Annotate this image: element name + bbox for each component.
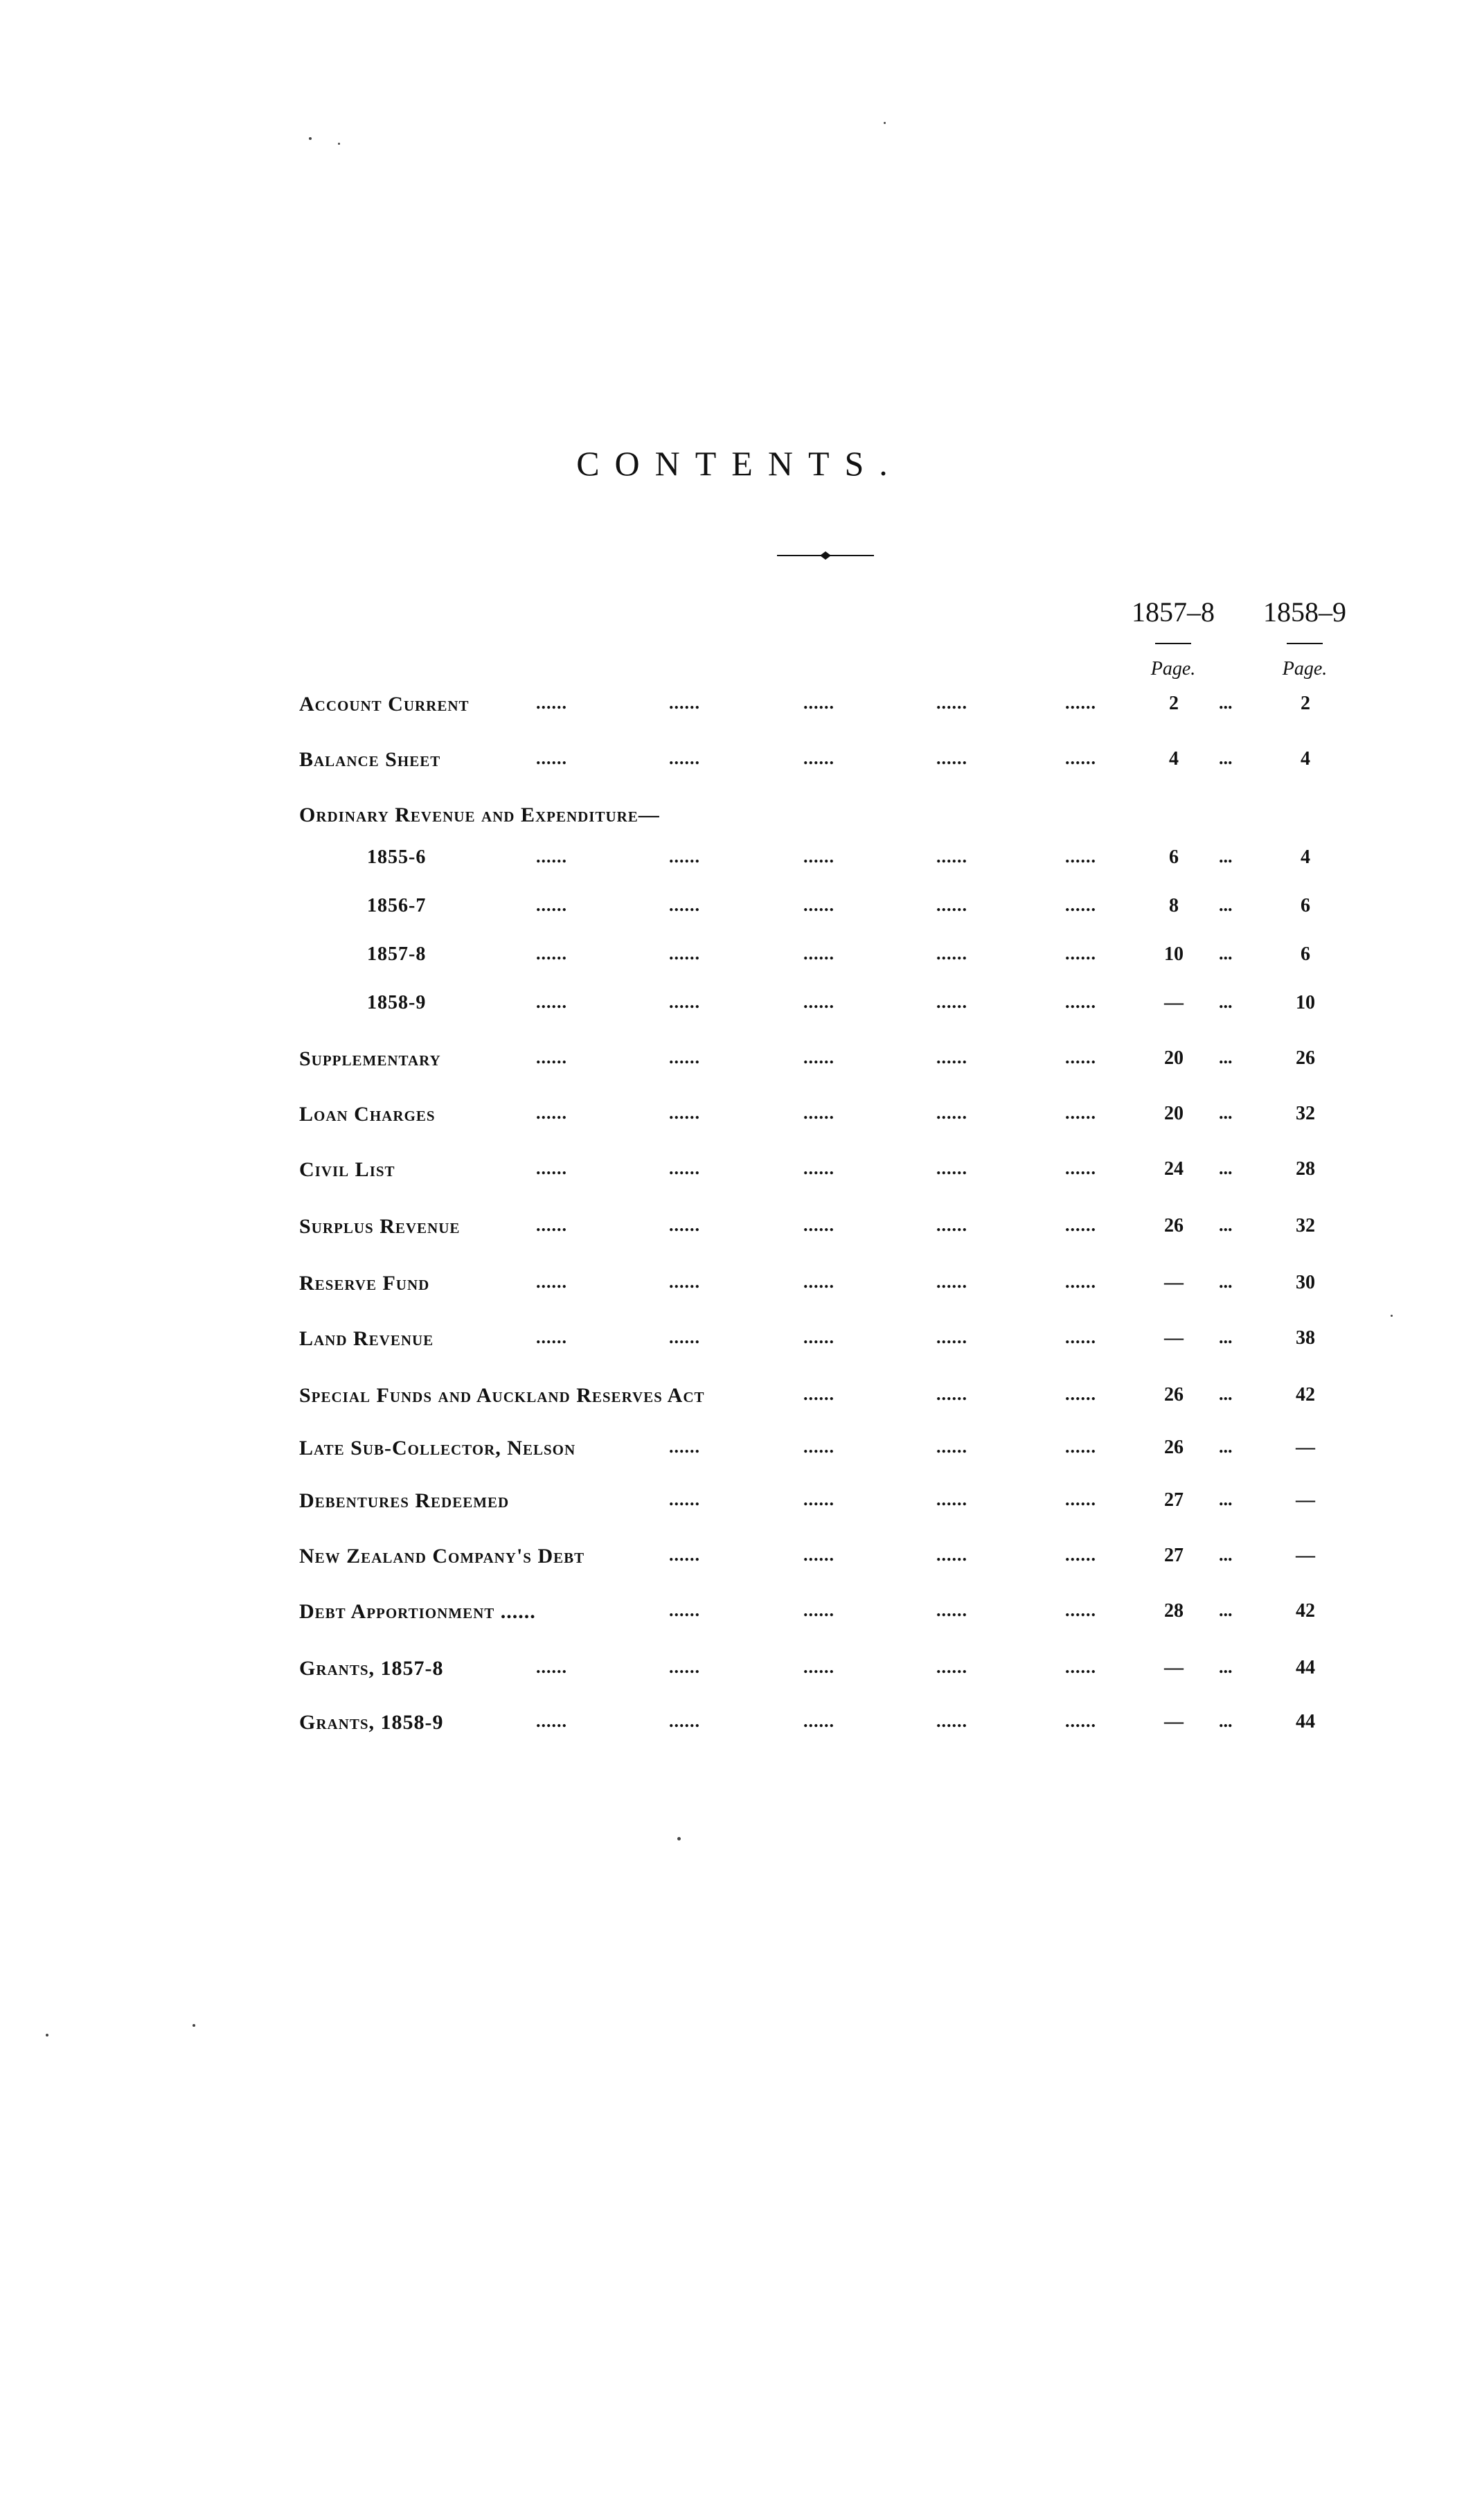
- entry-label: Loan Charges: [299, 1103, 436, 1126]
- entry-label: Account Current: [299, 693, 470, 716]
- contents-entry: [0, 1103, 1464, 1137]
- leader-dots: ......: [669, 693, 700, 713]
- leader-dots: ......: [803, 895, 834, 915]
- leader-dots: ......: [536, 748, 567, 768]
- leader-dots: ......: [936, 1489, 967, 1509]
- page-number-1857-8: —: [1164, 1272, 1184, 1293]
- ornament-rule-icon: [777, 549, 874, 562]
- separator-dots: ...: [1219, 846, 1233, 867]
- leader-dots: ......: [1065, 1657, 1096, 1677]
- leader-dots: ......: [1065, 693, 1096, 713]
- entry-label: Ordinary Revenue and Expenditure—: [299, 804, 660, 826]
- leader-dots: ......: [669, 1489, 700, 1509]
- entry-label: 1855-6: [367, 846, 427, 868]
- separator-dots: ...: [1219, 1711, 1233, 1731]
- entry-label: Surplus Revenue: [299, 1215, 461, 1238]
- separator-dots: ...: [1219, 748, 1233, 768]
- entry-label: Grants, 1857-8: [299, 1657, 444, 1680]
- page-number-1858-9: 6: [1301, 895, 1310, 916]
- leader-dots: ......: [1065, 895, 1096, 915]
- entry-label: Civil List: [299, 1158, 395, 1181]
- leader-dots: ......: [669, 1545, 700, 1565]
- page-number-1857-8: 20: [1164, 1103, 1184, 1124]
- entry-label: Debentures Redeemed: [299, 1489, 510, 1512]
- contents-entry: [0, 992, 1464, 1027]
- contents-entry: [0, 1489, 1464, 1524]
- leader-dots: ......: [536, 1711, 567, 1731]
- leader-dots: ......: [669, 992, 700, 1012]
- contents-entry: [0, 1600, 1464, 1635]
- leader-dots: ......: [1065, 1047, 1096, 1067]
- column-page-label: Page.: [1150, 658, 1196, 680]
- entry-label: Late Sub-Collector, Nelson: [299, 1437, 576, 1459]
- leader-dots: ......: [803, 693, 834, 713]
- leader-dots: ......: [669, 748, 700, 768]
- page-number-1858-9: 26: [1296, 1047, 1315, 1069]
- leader-dots: ......: [1065, 1327, 1096, 1347]
- column-page-label: Page.: [1282, 658, 1328, 680]
- page-number-1857-8: 27: [1164, 1545, 1184, 1566]
- contents-entry: [0, 1272, 1464, 1306]
- contents-entry: [0, 943, 1464, 978]
- leader-dots: ......: [936, 693, 967, 713]
- leader-dots: ......: [536, 693, 567, 713]
- leader-dots: ......: [936, 1384, 967, 1404]
- page-number-1857-8: 26: [1164, 1384, 1184, 1405]
- leader-dots: ......: [936, 1600, 967, 1620]
- leader-dots: ......: [936, 992, 967, 1012]
- entry-label: 1856-7: [367, 895, 427, 916]
- scan-speck: [338, 143, 340, 145]
- contents-entry: [0, 1545, 1464, 1579]
- column-rule: [1155, 643, 1191, 644]
- contents-entry: [0, 1657, 1464, 1692]
- entry-label: Special Funds and Auckland Reserves Act: [299, 1384, 705, 1407]
- leader-dots: ......: [536, 1047, 567, 1067]
- leader-dots: ......: [1065, 1600, 1096, 1620]
- leader-dots: ......: [1065, 748, 1096, 768]
- separator-dots: ...: [1219, 943, 1233, 964]
- leader-dots: ......: [936, 1437, 967, 1457]
- leader-dots: ......: [536, 943, 567, 964]
- separator-dots: ...: [1219, 1272, 1233, 1292]
- leader-dots: ......: [669, 1103, 700, 1123]
- entry-label: Supplementary: [299, 1047, 441, 1070]
- contents-entry: [0, 1711, 1464, 1746]
- leader-dots: ......: [803, 1545, 834, 1565]
- contents-entry: [0, 1327, 1464, 1362]
- page-number-1858-9: 30: [1296, 1272, 1315, 1293]
- leader-dots: ......: [803, 1327, 834, 1347]
- page-number-1857-8: 27: [1164, 1489, 1184, 1511]
- contents-entry: [0, 804, 1464, 838]
- leader-dots: ......: [669, 1215, 700, 1235]
- separator-dots: ...: [1219, 1158, 1233, 1178]
- entry-label: Land Revenue: [299, 1327, 434, 1350]
- leader-dots: ......: [1065, 1272, 1096, 1292]
- scan-speck: [677, 1837, 681, 1840]
- entry-label: Reserve Fund: [299, 1272, 430, 1295]
- contents-entry: [0, 846, 1464, 881]
- leader-dots: ......: [803, 1384, 834, 1404]
- separator-dots: ...: [1219, 1489, 1233, 1509]
- leader-dots: ......: [1065, 1545, 1096, 1565]
- leader-dots: ......: [1065, 846, 1096, 867]
- page-number-1858-9: 10: [1296, 992, 1315, 1013]
- page-number-1857-8: 26: [1164, 1215, 1184, 1236]
- leader-dots: ......: [669, 1600, 700, 1620]
- scan-speck: [1391, 1315, 1393, 1317]
- leader-dots: ......: [803, 1489, 834, 1509]
- separator-dots: ...: [1219, 1600, 1233, 1620]
- contents-entry: [0, 1047, 1464, 1082]
- leader-dots: ......: [936, 1103, 967, 1123]
- separator-dots: ...: [1219, 1047, 1233, 1067]
- leader-dots: ......: [936, 748, 967, 768]
- leader-dots: ......: [669, 1437, 700, 1457]
- page-number-1858-9: 4: [1301, 748, 1310, 770]
- leader-dots: ......: [803, 1103, 834, 1123]
- page-number-1857-8: —: [1164, 992, 1184, 1013]
- leader-dots: ......: [936, 1711, 967, 1731]
- leader-dots: ......: [1065, 1489, 1096, 1509]
- page-number-1858-9: 42: [1296, 1384, 1315, 1405]
- leader-dots: ......: [803, 1158, 834, 1178]
- page-number-1857-8: —: [1164, 1711, 1184, 1732]
- page-number-1858-9: 44: [1296, 1711, 1315, 1732]
- contents-entry: [0, 1384, 1464, 1419]
- leader-dots: ......: [669, 1047, 700, 1067]
- leader-dots: ......: [1065, 1384, 1096, 1404]
- page-number-1857-8: 8: [1169, 895, 1179, 916]
- entry-label: Balance Sheet: [299, 748, 441, 771]
- page-number-1857-8: —: [1164, 1327, 1184, 1349]
- contents-entry: [0, 748, 1464, 783]
- leader-dots: ......: [669, 1657, 700, 1677]
- page-number-1857-8: 4: [1169, 748, 1179, 770]
- leader-dots: ......: [669, 1711, 700, 1731]
- entry-label: Grants, 1858-9: [299, 1711, 444, 1734]
- scan-speck: [309, 137, 312, 140]
- contents-entry: [0, 1437, 1464, 1471]
- separator-dots: ...: [1219, 1215, 1233, 1235]
- leader-dots: ......: [536, 992, 567, 1012]
- leader-dots: ......: [803, 1272, 834, 1292]
- scan-speck: [884, 122, 886, 124]
- contents-entry: [0, 1158, 1464, 1193]
- separator-dots: ...: [1219, 1545, 1233, 1565]
- leader-dots: ......: [803, 992, 834, 1012]
- leader-dots: ......: [803, 846, 834, 867]
- page-number-1857-8: 6: [1169, 846, 1179, 868]
- entry-label: 1858-9: [367, 992, 427, 1013]
- leader-dots: ......: [536, 1327, 567, 1347]
- leader-dots: ......: [803, 1215, 834, 1235]
- contents-entry: [0, 895, 1464, 930]
- page-title: CONTENTS.: [576, 444, 903, 483]
- leader-dots: ......: [1065, 943, 1096, 964]
- leader-dots: ......: [936, 846, 967, 867]
- leader-dots: ......: [1065, 1215, 1096, 1235]
- page-number-1857-8: 20: [1164, 1047, 1184, 1069]
- page-number-1858-9: 32: [1296, 1103, 1315, 1124]
- separator-dots: ...: [1219, 1103, 1233, 1123]
- leader-dots: ......: [803, 1047, 834, 1067]
- leader-dots: ......: [936, 1657, 967, 1677]
- column-rule: [1287, 643, 1323, 644]
- leader-dots: ......: [936, 1272, 967, 1292]
- page-number-1858-9: —: [1296, 1437, 1315, 1458]
- leader-dots: ......: [936, 1158, 967, 1178]
- leader-dots: ......: [936, 1047, 967, 1067]
- leader-dots: ......: [536, 1215, 567, 1235]
- leader-dots: ......: [1065, 1711, 1096, 1731]
- page-number-1858-9: 28: [1296, 1158, 1315, 1180]
- scan-speck: [46, 2034, 48, 2037]
- entry-label: New Zealand Company's Debt: [299, 1545, 585, 1568]
- leader-dots: ......: [1065, 1437, 1096, 1457]
- leader-dots: ......: [936, 1215, 967, 1235]
- separator-dots: ...: [1219, 1384, 1233, 1404]
- entry-label: 1857-8: [367, 943, 427, 965]
- separator-dots: ...: [1219, 693, 1233, 713]
- leader-dots: ......: [1065, 992, 1096, 1012]
- separator-dots: ...: [1219, 1657, 1233, 1677]
- page-number-1858-9: 44: [1296, 1657, 1315, 1678]
- leader-dots: ......: [803, 1711, 834, 1731]
- leader-dots: ......: [803, 1657, 834, 1677]
- contents-entry: [0, 1215, 1464, 1250]
- column-year-1857-8: 1857–8: [1132, 596, 1215, 628]
- leader-dots: ......: [1065, 1103, 1096, 1123]
- leader-dots: ......: [936, 895, 967, 915]
- page-number-1857-8: 26: [1164, 1437, 1184, 1458]
- separator-dots: ...: [1219, 895, 1233, 915]
- page-number-1858-9: 32: [1296, 1215, 1315, 1236]
- page-number-1858-9: —: [1296, 1545, 1315, 1566]
- leader-dots: ......: [669, 895, 700, 915]
- page-number-1857-8: 24: [1164, 1158, 1184, 1180]
- entry-label: Debt Apportionment ......: [299, 1600, 536, 1623]
- scan-speck: [193, 2024, 195, 2027]
- separator-dots: ...: [1219, 1327, 1233, 1347]
- contents-entry: [0, 693, 1464, 727]
- page-number-1857-8: 2: [1169, 693, 1179, 714]
- leader-dots: ......: [936, 1545, 967, 1565]
- leader-dots: ......: [803, 1437, 834, 1457]
- page-number-1858-9: 2: [1301, 693, 1310, 714]
- leader-dots: ......: [669, 1327, 700, 1347]
- leader-dots: ......: [669, 1272, 700, 1292]
- leader-dots: ......: [669, 846, 700, 867]
- leader-dots: ......: [669, 1158, 700, 1178]
- leader-dots: ......: [536, 1657, 567, 1677]
- leader-dots: ......: [936, 1327, 967, 1347]
- leader-dots: ......: [536, 1272, 567, 1292]
- leader-dots: ......: [936, 943, 967, 964]
- leader-dots: ......: [803, 1600, 834, 1620]
- page-number-1857-8: —: [1164, 1657, 1184, 1678]
- page-number-1858-9: 6: [1301, 943, 1310, 965]
- page-number-1858-9: 38: [1296, 1327, 1315, 1349]
- page-number-1858-9: —: [1296, 1489, 1315, 1511]
- leader-dots: ......: [803, 943, 834, 964]
- separator-dots: ...: [1219, 1437, 1233, 1457]
- page-number-1857-8: 10: [1164, 943, 1184, 965]
- page-number-1858-9: 42: [1296, 1600, 1315, 1622]
- leader-dots: ......: [536, 1103, 567, 1123]
- column-year-1858-9: 1858–9: [1263, 596, 1346, 628]
- leader-dots: ......: [536, 1158, 567, 1178]
- leader-dots: ......: [1065, 1158, 1096, 1178]
- page-number-1858-9: 4: [1301, 846, 1310, 868]
- page-number-1857-8: 28: [1164, 1600, 1184, 1622]
- leader-dots: ......: [536, 846, 567, 867]
- leader-dots: ......: [536, 895, 567, 915]
- leader-dots: ......: [669, 943, 700, 964]
- leader-dots: ......: [803, 748, 834, 768]
- separator-dots: ...: [1219, 992, 1233, 1012]
